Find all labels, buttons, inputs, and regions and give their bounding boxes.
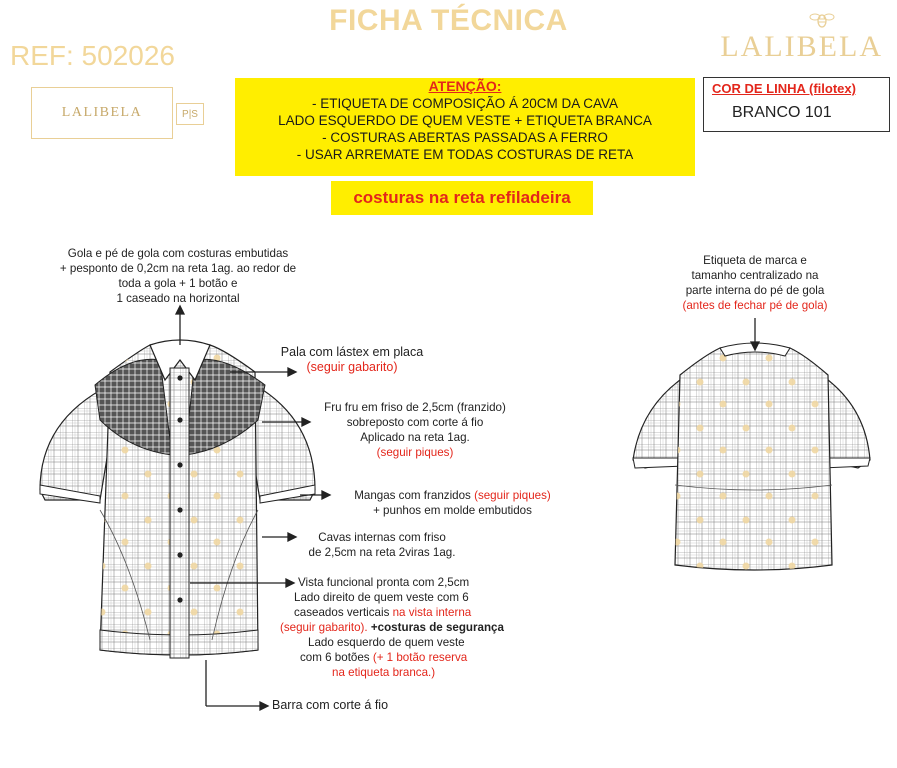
note-sleeves-red: (seguir piques) [474,489,551,502]
note-sleeves [330,488,575,518]
note-placket-l2: Lado direito de quem veste com 6 [294,591,469,604]
note-collar-line: toda a gola + 1 botão e [118,277,238,290]
note-sleeves-text: Mangas com franzidos [354,489,475,502]
note-armholes [292,530,472,560]
note-yoke-red: (seguir gabarito) [306,360,398,374]
note-sleeves-line2: + punhos em molde embutidos [373,504,532,517]
note-placket-l1: Vista funcional pronta com 2,5cm [298,576,470,589]
note-collar-line: + pesponto de 0,2cm na reta 1ag. ao redor de [59,262,297,275]
note-placket-l4-bold: +costuras de segurança [370,621,504,634]
back-shirt [633,343,870,570]
attention-line: - ETIQUETA DE COMPOSIÇÃO Á 20CM DA CAVA [311,96,619,111]
thread-color-value: BRANCO 101 [732,104,832,121]
note-yoke-text: Pala com lástex em placa [280,345,424,359]
note-frill-line: Aplicado na reta 1ag. [360,431,470,444]
note-armholes-line: de 2,5cm na reta 2viras 1ag. [308,546,456,559]
size-text: P|S [182,108,198,120]
reference-code: REF: 502026 [10,40,175,71]
note-placket [280,575,530,680]
front-shirt [40,340,315,658]
note-placket-l3-red: na vista interna [392,606,472,619]
note-yoke [262,345,442,375]
note-placket-l6: com 6 botões [300,651,373,664]
attention-line: LADO ESQUERDO DE QUEM VESTE + ETIQUETA BRANCA [278,113,652,128]
note-back-label-red: (antes de fechar pé de gola) [682,299,828,312]
note-placket-l3: caseados verticais [294,606,393,619]
note-placket-l7-red: na etiqueta branca.) [332,666,436,679]
note-frill-line: Fru fru em friso de 2,5cm (franzido) [324,401,506,414]
note-back-label-line: tamanho centralizado na [691,269,819,282]
brand-logo: LALIBELA [720,30,883,63]
note-back-label-line: parte interna do pé de gola [685,284,825,297]
note-collar [28,246,328,306]
attention-line: - COSTURAS ABERTAS PASSADAS A FERRO [322,130,608,145]
note-placket-l6-red: (+ 1 botão reserva [372,651,468,664]
note-back-label [660,253,850,313]
note-frill [300,400,530,460]
attention-heading: ATENÇÃO: [428,78,502,94]
note-collar-line: 1 caseado na horizontal [116,292,240,305]
note-hem: Barra com corte á fio [272,698,389,712]
thread-color-label: COR DE LINHA (filotex) [712,81,856,96]
seam-note: costuras na reta refiladeira [331,181,593,215]
attention-line: - USAR ARREMATE EM TODAS COSTURAS DE RETA [296,147,634,162]
note-collar-line: Gola e pé de gola com costuras embutidas [67,247,289,260]
note-back-label-line: Etiqueta de marca e [703,254,807,267]
note-placket-l4-red: (seguir gabarito). [280,621,368,634]
page-title: FICHA TÉCNICA [329,4,568,37]
label-brand-text: LALIBELA [61,105,143,120]
note-placket-l5: Lado esquerdo de quem veste [308,636,465,649]
note-frill-line: sobreposto com corte á fio [346,416,484,429]
note-frill-red: (seguir piques) [376,446,454,459]
note-armholes-line: Cavas internas com friso [318,531,446,544]
